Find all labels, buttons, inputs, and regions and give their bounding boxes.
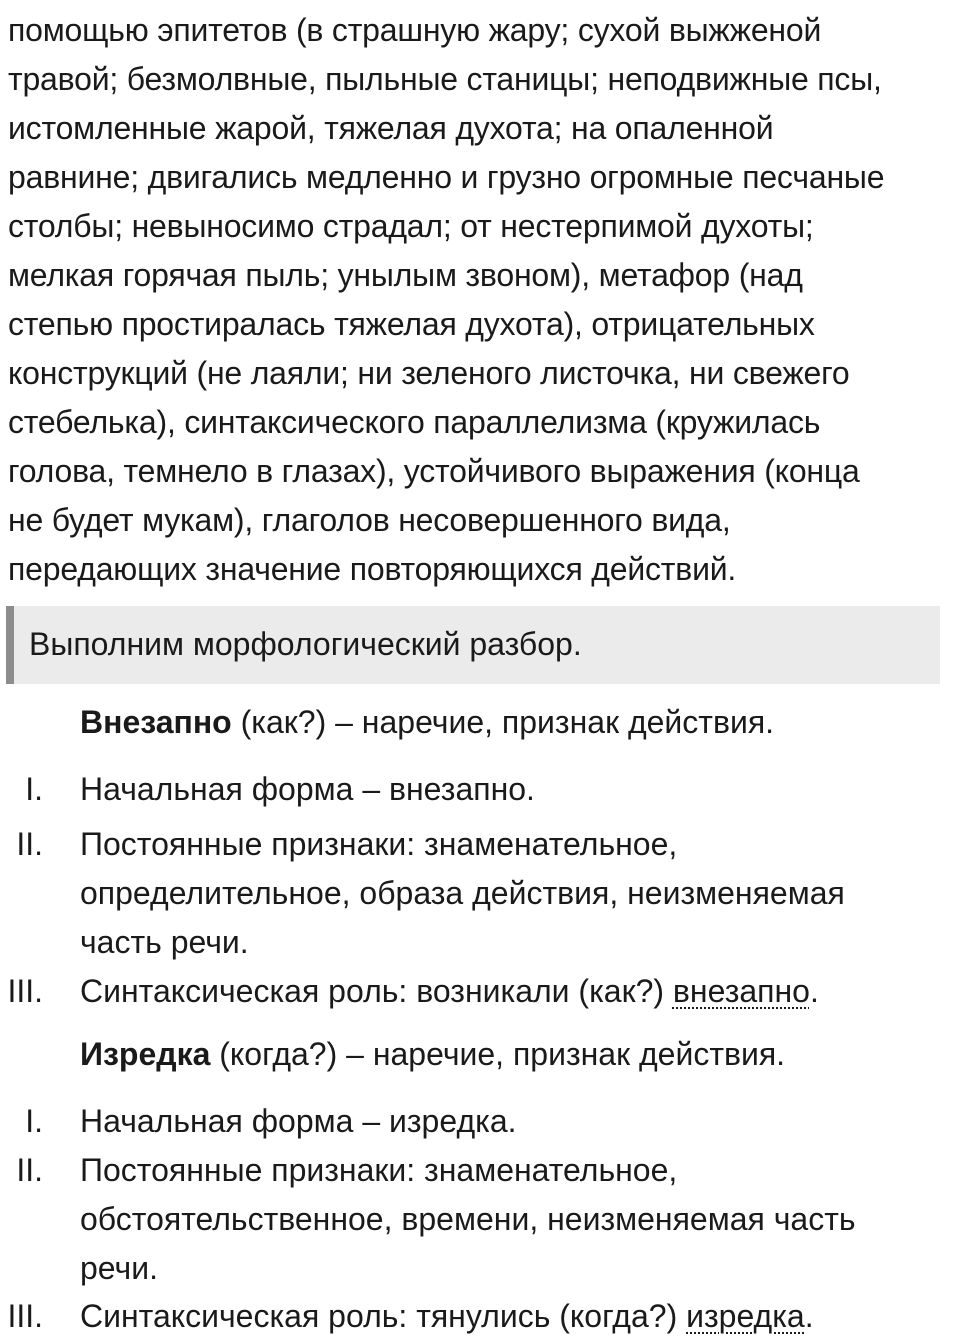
underlined-word: внезапно <box>672 973 810 1009</box>
list-line: часть речи. <box>80 924 249 960</box>
syntax-role-suffix: . <box>809 973 819 1009</box>
list-text <box>80 820 940 967</box>
list-line: определительное, образа действия, неизменяемая <box>80 875 845 911</box>
word-description: (как?) – наречие, признак действия. <box>231 704 775 740</box>
paragraph-line: помощью эпитетов (в страшную жару; сухой выжженой <box>8 12 822 48</box>
paragraph-line: конструкций (не лаяли; ни зеленого листочка, ни свежего <box>8 355 850 391</box>
list-text <box>80 765 940 814</box>
list-number: I. <box>25 1103 43 1139</box>
list-number: I. <box>25 771 43 807</box>
paragraph-line: степью простиралась тяжелая духота), отрицательных <box>8 306 815 342</box>
word-heading <box>80 1032 785 1076</box>
list-text <box>80 1146 940 1293</box>
list-line: Постоянные признаки: знаменательное, <box>80 1152 678 1188</box>
paragraph-line: равнине; двигались медленно и грузно огромные песчаные <box>8 159 885 195</box>
syntax-role-suffix: . <box>804 1298 814 1334</box>
word-bold: Внезапно <box>80 704 232 740</box>
paragraph-line: не будет мукам), глаголов несовершенного вида, <box>8 502 731 538</box>
list-number: II. <box>16 1152 43 1188</box>
paragraph-line: стебелька), синтаксического параллелизма (кружилась <box>8 404 821 440</box>
word-heading <box>80 700 774 744</box>
paragraph-line: истомленные жарой, тяжелая духота; на опаленной <box>8 110 774 146</box>
intro-paragraph <box>8 6 953 594</box>
list-number: III. <box>7 1298 43 1334</box>
list-line: Начальная форма – изредка. <box>80 1103 517 1139</box>
list-line: обстоятельственное, времени, неизменяемая часть <box>80 1201 856 1237</box>
list-line: речи. <box>80 1250 158 1286</box>
list-number: III. <box>7 973 43 1009</box>
word-bold: Изредка <box>80 1036 211 1072</box>
list-line: Начальная форма – внезапно. <box>80 771 535 807</box>
list-line <box>80 967 940 1016</box>
paragraph-line: мелкая горячая пыль; унылым звоном), метафор (над <box>8 257 803 293</box>
callout-text: Выполним морфологический разбор. <box>29 626 582 662</box>
list-text <box>80 1292 940 1341</box>
paragraph-line: травой; безмолвные, пыльные станицы; неподвижные псы, <box>8 61 882 97</box>
word-description: (когда?) – наречие, признак действия. <box>210 1036 786 1072</box>
paragraph-line: передающих значение повторяющихся действий. <box>8 551 737 587</box>
paragraph-line: столбы; невыносимо страдал; от нестерпимой духоты; <box>8 208 814 244</box>
list-line <box>80 1292 940 1341</box>
underlined-word: изредка <box>686 1298 805 1334</box>
paragraph-line: голова, темнело в глазах), устойчивого выражения (конца <box>8 453 860 489</box>
syntax-role-prefix: Синтаксическая роль: тянулись (когда?) <box>80 1298 687 1334</box>
callout-box <box>6 606 940 684</box>
syntax-role-prefix: Синтаксическая роль: возникали (как?) <box>80 973 673 1009</box>
list-text <box>80 967 940 1016</box>
list-line: Постоянные признаки: знаменательное, <box>80 826 678 862</box>
list-number: II. <box>16 826 43 862</box>
list-text <box>80 1097 940 1146</box>
